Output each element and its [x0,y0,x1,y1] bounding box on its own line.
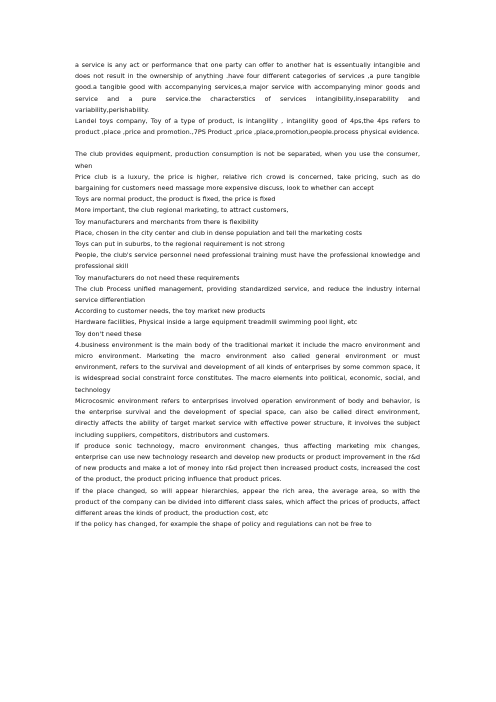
paragraph: If produce sonic technology, macro environment changes, thus affecting marketing mix changes, enterprise can use new technology research and develop new products or product improvement in the r&d of new products and make a lot of money into r&d project then increased product costs, increased the cost of the product, the product pricing influence that product prices. [75,441,420,484]
paragraph: People, the club's service personnel need professional training must have the professional knowledge and professional skill [75,251,420,271]
document-page [75,60,420,530]
paragraph: According to customer needs, the toy market new products [75,307,266,316]
paragraph: Place, chosen in the city center and club in dense population and tell the marketing costs [75,228,362,237]
paragraph: The club provides equipment, production consumption is not be separated, when you use the consumer, when [75,150,420,170]
paragraph: Landel toys company, Toy of a type of product, is intangility , intangility good of 4ps,the 4ps refers to product ,place ,price and promotion.,7PS Product ,price ,place,promotion,people.process physical evidence. [75,117,420,137]
paragraph: a service is any act or performance that one party can offer to another hat is essentually intangible and does not result in the ownership of anything .have four different categories of services ,a pure tangible good.a tangible good with accompanying services,a major service with accompanying minor goods and service and a pure service.the characterstics of services intangibility,inseparability and variability,perishability. [75,61,420,114]
paragraph: If the policy has changed, for example the shape of policy and regulations can not be free to [75,520,372,529]
paragraph: Toy don't need these [75,329,142,338]
paragraph: The club Process unified management, providing standardized service, and reduce the industry internal service differentiation [75,284,420,305]
paragraph: Toys are normal product, the product is fixed, the price is fixed [75,195,276,204]
paragraph-spacer [75,138,420,149]
paragraph: Hardware facilities, Physical inside a large equipment treadmill swimming pool light, etc [75,318,358,327]
paragraph: 4.business environment is the main body of the traditional market it include the macro environment and micro environment. Marketing the macro environment also called general environment or must environment, refers to the survival and development of all kinds of enterprises by some common space, it is widespread social constraint force constitutes. The macro elements into political, economic, social, and technology [75,340,420,394]
paragraph: More important, the club regional marketing, to attract customers, [75,206,289,215]
paragraph: Toy manufacturers and merchants from there is flexibility [75,217,259,226]
paragraph: Microcosmic environment refers to enterprises involved operation environment of body and behavior, is the enterprise survival and the development of special space, can also be called direct environment, directly affects the ability of target market service with effective power structure, it involves the subject including suppliers, competitors, distributors and customers. [75,396,420,439]
paragraph: Toys can put in suburbs, to the regional requirement is not strong [75,240,285,249]
paragraph: Price club is a luxury, the price is higher, relative rich crowd is concerned, take pricing, such as do bargaining for customers need massage more expensive discuss, look to whether can accept [75,172,420,193]
paragraph: Toy manufacturers do not need these requirements [75,273,240,282]
paragraph: If the place changed, so will appear hierarchies, appear the rich area, the average area, so with the product of the company can be divided into different class sales, which affect the prices of products, affect different areas the kinds of product, the production cost, etc [75,486,420,517]
